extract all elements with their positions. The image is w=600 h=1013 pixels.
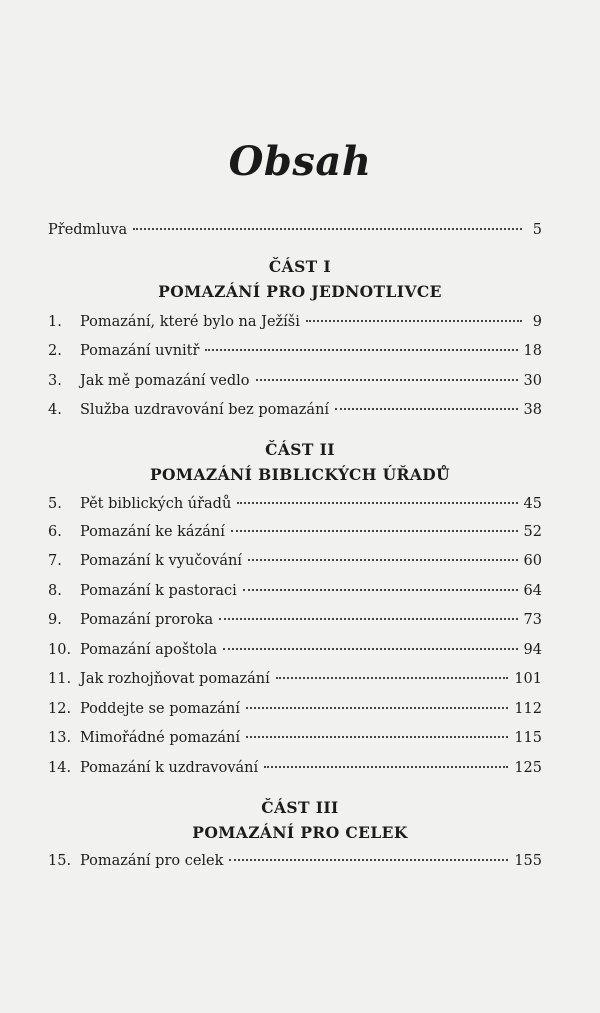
toc-entry[interactable]: [48, 697, 542, 721]
entry-page: 52: [523, 524, 542, 540]
part-heading: ČÁST III: [261, 798, 339, 817]
part-heading: ČÁST II: [265, 440, 335, 459]
toc-entry[interactable]: [48, 492, 542, 516]
toc-entry[interactable]: [48, 310, 542, 334]
entry-label: Mimořádné pomazání: [80, 730, 241, 746]
entry-page: 73: [523, 612, 542, 628]
entry-number: 10.: [48, 642, 72, 658]
toc-entry[interactable]: [48, 608, 542, 632]
entry-label: Služba uzdravování bez pomazání: [80, 402, 330, 418]
entry-label: Pomazání apoštola: [80, 642, 218, 658]
entry-page: 155: [514, 853, 542, 869]
entry-label: Jak mě pomazání vedlo: [80, 373, 250, 389]
entry-number: 13.: [48, 730, 72, 746]
toc-entry[interactable]: [48, 638, 542, 662]
leader-dots: [243, 589, 518, 591]
toc-entry-preface[interactable]: [48, 218, 542, 242]
entry-label: Předmluva: [48, 222, 128, 238]
leader-dots: [246, 736, 508, 738]
toc-entry[interactable]: [48, 520, 542, 544]
toc-entry[interactable]: [48, 726, 542, 750]
entry-number: 14.: [48, 760, 72, 776]
leader-dots: [223, 648, 517, 650]
toc-entry[interactable]: [48, 849, 542, 873]
leader-dots: [248, 559, 518, 561]
toc-entry[interactable]: [48, 339, 542, 363]
entry-label: Poddejte se pomazání: [80, 701, 240, 717]
entry-page: 64: [523, 583, 542, 599]
leader-dots: [133, 228, 522, 230]
toc-entry[interactable]: [48, 549, 542, 573]
leader-dots: [231, 530, 518, 532]
toc-title: Obsah: [228, 138, 372, 185]
entry-number: 3.: [48, 373, 62, 389]
entry-label: Pět biblických úřadů: [80, 496, 232, 512]
leader-dots: [229, 859, 508, 861]
entry-label: Pomazání pro celek: [80, 853, 224, 869]
entry-page: 94: [523, 642, 542, 658]
entry-page: 30: [523, 373, 542, 389]
entry-page: 9: [532, 314, 542, 330]
entry-label: Pomazání k vyučování: [80, 553, 242, 569]
entry-page: 125: [514, 760, 542, 776]
toc-entry[interactable]: [48, 756, 542, 780]
entry-page: 112: [514, 701, 542, 717]
entry-page: 60: [523, 553, 542, 569]
entry-number: 11.: [48, 671, 72, 687]
entry-number: 6.: [48, 524, 62, 540]
leader-dots: [246, 707, 508, 709]
entry-page: 38: [523, 402, 542, 418]
entry-page: 18: [523, 343, 542, 359]
entry-number: 15.: [48, 853, 72, 869]
leader-dots: [264, 766, 508, 768]
leader-dots: [205, 349, 517, 351]
entry-number: 9.: [48, 612, 62, 628]
entry-page: 101: [514, 671, 542, 687]
leader-dots: [219, 618, 517, 620]
leader-dots: [306, 320, 522, 322]
toc-entry[interactable]: [48, 398, 542, 422]
entry-number: 2.: [48, 343, 62, 359]
entry-number: 5.: [48, 496, 62, 512]
part-subtitle: POMAZÁNÍ BIBLICKÝCH ÚŘADŮ: [149, 465, 451, 484]
entry-label: Pomazání proroka: [80, 612, 214, 628]
leader-dots: [276, 677, 509, 679]
entry-page: 45: [523, 496, 542, 512]
entry-number: 4.: [48, 402, 62, 418]
toc-entry[interactable]: [48, 579, 542, 603]
entry-label: Pomazání uvnitř: [80, 343, 200, 359]
part-subtitle: POMAZÁNÍ PRO JEDNOTLIVCE: [158, 282, 442, 301]
leader-dots: [237, 502, 517, 504]
entry-number: 1.: [48, 314, 62, 330]
entry-page: 115: [514, 730, 542, 746]
entry-number: 12.: [48, 701, 72, 717]
entry-number: 7.: [48, 553, 62, 569]
entry-label: Pomazání ke kázání: [80, 524, 225, 540]
entry-label: Jak rozhojňovat pomazání: [80, 671, 270, 687]
entry-number: 8.: [48, 583, 62, 599]
entry-label: Pomazání, které bylo na Ježíši: [80, 314, 300, 330]
leader-dots: [256, 379, 518, 381]
leader-dots: [335, 408, 518, 410]
toc-entry[interactable]: [48, 369, 542, 393]
toc-entry[interactable]: [48, 667, 542, 691]
entry-label: Pomazání k pastoraci: [80, 583, 237, 599]
part-heading: ČÁST I: [268, 257, 332, 276]
part-subtitle: POMAZÁNÍ PRO CELEK: [192, 823, 408, 842]
entry-label: Pomazání k uzdravování: [80, 760, 259, 776]
entry-page: 5: [532, 222, 542, 238]
